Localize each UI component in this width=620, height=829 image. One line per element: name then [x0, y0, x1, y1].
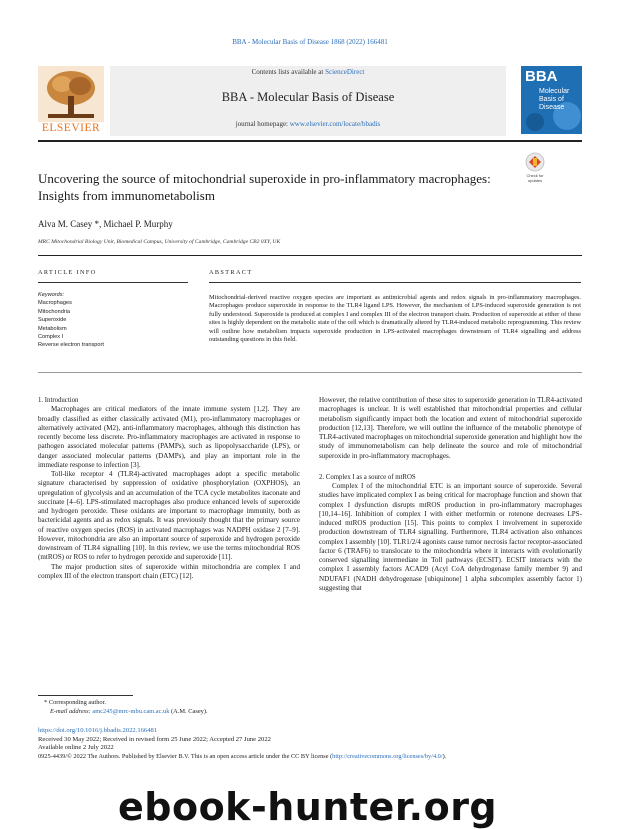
sciencedirect-link[interactable]: ScienceDirect: [325, 68, 365, 76]
crossmark-icon: [520, 152, 550, 173]
journal-title: BBA - Molecular Basis of Disease: [221, 90, 395, 104]
received-dates: Received 30 May 2022; Received in revised form 25 June 2022; Accepted 27 June 2022: [38, 735, 271, 743]
footnote-line-1: [38, 698, 208, 707]
author-list: Alva M. Casey *, Michael P. Murphy: [38, 219, 173, 229]
keyword: Metabolism: [38, 325, 67, 332]
footnote-rule: [38, 695, 133, 696]
license-line: [38, 753, 446, 762]
masthead: [38, 66, 582, 138]
contents-prefix: Contents lists available at: [251, 68, 326, 76]
watermark: ebook-hunter.org: [118, 785, 498, 829]
keyword: Macrophages: [38, 300, 72, 307]
email-label: E-mail address:: [50, 708, 91, 715]
available-online: Available online 2 July 2022: [38, 744, 114, 752]
footnote: [38, 698, 208, 716]
paragraph: Macrophages are critical mediators of the innate immune system [1,2]. They are broadly classified as either classically activated (M1), pro-inflammatory macrophages or alternatively activated (M2), anti-inflammatory macrophages, although this distinction has recently become less discrete. Pro-inflammatory macrophages are activated in response to pathogen associated molecular patterns (PAMPs), such as lipopolysaccharide (LPS), or danger associated molecular patterns (DAMPs), and play an important role in the immediate response to infection [3].: [38, 405, 300, 469]
footnote-marker: *: [44, 699, 48, 706]
article-title: Uncovering the source of mitochondrial superoxide in pro-inflammatory macrophages: Insights from immunometabolism: [38, 171, 491, 203]
abstract-label: ABSTRACT: [209, 269, 253, 276]
section-1-heading: 1. Introduction: [38, 397, 79, 404]
keywords-label: Keywords:: [38, 292, 65, 298]
license-prefix: 0925-4439/© 2022 The Authors. Published by Elsevier B.V. This is an open access article under the CC BY license (: [38, 752, 333, 760]
elsevier-tree-icon: [38, 66, 104, 122]
affiliation: MRC Mitochondrial Biology Unit, Biomedical Campus, University of Cambridge, Cambridge CB2 0XY, UK: [38, 239, 281, 245]
keyword: Complex I: [38, 334, 64, 341]
abstract-rule: [209, 282, 581, 283]
cover-subtitle: Molecular Basis of Disease: [539, 88, 570, 111]
journal-cover[interactable]: [521, 66, 582, 134]
article-info-rule: [38, 282, 188, 283]
paragraph: Toll-like receptor 4 (TLR4)-activated macrophages adopt a specific metabolic signature characterised by suppression of oxidative phosphorylation (OXPHOS), an upregulation of glycolysis and an accumulation of the TCA cycle metabolites itaconate and succinate [4–6]. LPS-stimulated macrophages also produce enhanced levels of superoxide and hydrogen peroxide. These oxidants are important to macrophage immunity, both as bactericidal agents and as redox signals. It was previously thought that the primary source of reactive oxygen species (ROS) in activated macrophages was NADPH oxidase 2 [7–9]. However, mitochondria are also an important source of superoxide and hydrogen peroxide downstream of TLR4 signalling [10]. In this review, we use the terms mitochondrial ROS (mtROS) or ROS to refer to hydrogen peroxide and superoxide [11].: [38, 470, 300, 562]
right-column: [319, 396, 582, 593]
section-2-heading: 2. Complex I as a source of mtROS: [319, 473, 416, 481]
contents-line: [110, 68, 506, 76]
doi-link[interactable]: https://doi.org/10.1016/j.bbadis.2022.166481: [38, 727, 158, 734]
journal-homepage-link[interactable]: www.elsevier.com/locate/bbadis: [289, 120, 381, 128]
email-owner: (A.M. Casey).: [171, 708, 208, 715]
left-column: [38, 396, 300, 581]
homepage-line: [110, 120, 506, 128]
license-suffix: ).: [442, 752, 447, 760]
crossmark-label: Check for updates: [526, 173, 544, 183]
paragraph-continued: However, the relative contribution of these sites to superoxide generation in TLR4-activated macrophages is unclear. It is well established that mitochondrial properties and cellular metabolism significantly impact both the location and extent of mitochondrial superoxide production [12,13]. Therefore, we will outline the influence of the metabolic phenotype of TLR4-activated macrophages on mitochondrial superoxide generation and highlight how the study of immunometabolism can help delineate the source and role of mitochondrial superoxide in pro-inflammatory macrophages.: [319, 396, 582, 460]
keywords-block: [38, 291, 188, 350]
masthead-rule: [38, 140, 582, 142]
running-head[interactable]: BBA - Molecular Basis of Disease 1868 (2022) 166481: [232, 38, 388, 46]
keyword: Reverse electron transport: [38, 342, 104, 349]
paragraph: Complex I of the mitochondrial ETC is an important source of superoxide. Several studies have implicated complex I as being critical for macrophage function and shown that complex I dysfunction disrupts mtROS production in pro-inflammatory macrophages [10,14–16]. Inhibition of complex I with either metformin or rotenone decreases LPS-induced mtROS production [15]. This points to complex I involvement in superoxide production downstream of TLR4 signalling. Furthermore, TLR4 activation also enhances complex I assembly [10]. TLR1/2/4 agonists cause tumor necrosis factor receptor-associated factor 6 (TRAF6) to translocate to the mitochondria where it interacts with evolutionarily conserved signalling intermediate in Toll pathways (ECSIT). ECSIT interacts with the complex I assembly factors ACAD9 (Acyl CoA dehydrogenase family member 9) and NDUFAF1 (NADH dehydrogenase [ubiquinone] 1 alpha subcomplex assembly factor 1) suggesting that: [319, 482, 582, 592]
abstract-text: Mitochondrial-derived reactive oxygen species are important as antimicrobial agents and redox signals in pro-inflammatory macrophages. Macrophages produce superoxide in response to the TLR4 ligand LPS. However, the mechanism of LPS-induced superoxide generation is not fully understood. Superoxide is produced at complex I and complex III of the electron transport chain. Production of superoxide at either of these sites is highly dependent on the metabolic state of the cell which is dramatically altered by TLR4-induced metabolic reprogramming. This review will outline how metabolism impacts superoxide production in LPS-activated macrophages downstream of TLR4 signalling and address outstanding questions in this field.: [209, 294, 581, 344]
elsevier-logo[interactable]: [38, 66, 104, 134]
keyword: Superoxide: [38, 317, 67, 324]
keyword: Mitochondria: [38, 308, 71, 315]
abstract-bottom-rule: [38, 372, 582, 373]
footnote-line-2: [38, 707, 208, 716]
author-email-link[interactable]: amc245@mrc-mbu.cam.ac.uk: [92, 708, 170, 715]
journal-header-box: [110, 66, 506, 136]
paragraph: The major production sites of superoxide within mitochondria are complex I and complex III of the electron transport chain (ETC) [12].: [38, 562, 300, 580]
corresponding-author-note: Corresponding author.: [48, 699, 106, 706]
elsevier-wordmark: ELSEVIER: [41, 122, 101, 134]
cover-title: BBA: [525, 68, 558, 85]
license-link[interactable]: http://creativecommons.org/licenses/by/4.0/: [332, 752, 443, 760]
homepage-prefix: journal homepage:: [235, 120, 290, 128]
article-footer: [38, 727, 446, 761]
article-info-label: ARTICLE INFO: [38, 269, 97, 276]
affiliation-rule: [38, 255, 582, 256]
crossmark-badge[interactable]: [520, 152, 550, 188]
